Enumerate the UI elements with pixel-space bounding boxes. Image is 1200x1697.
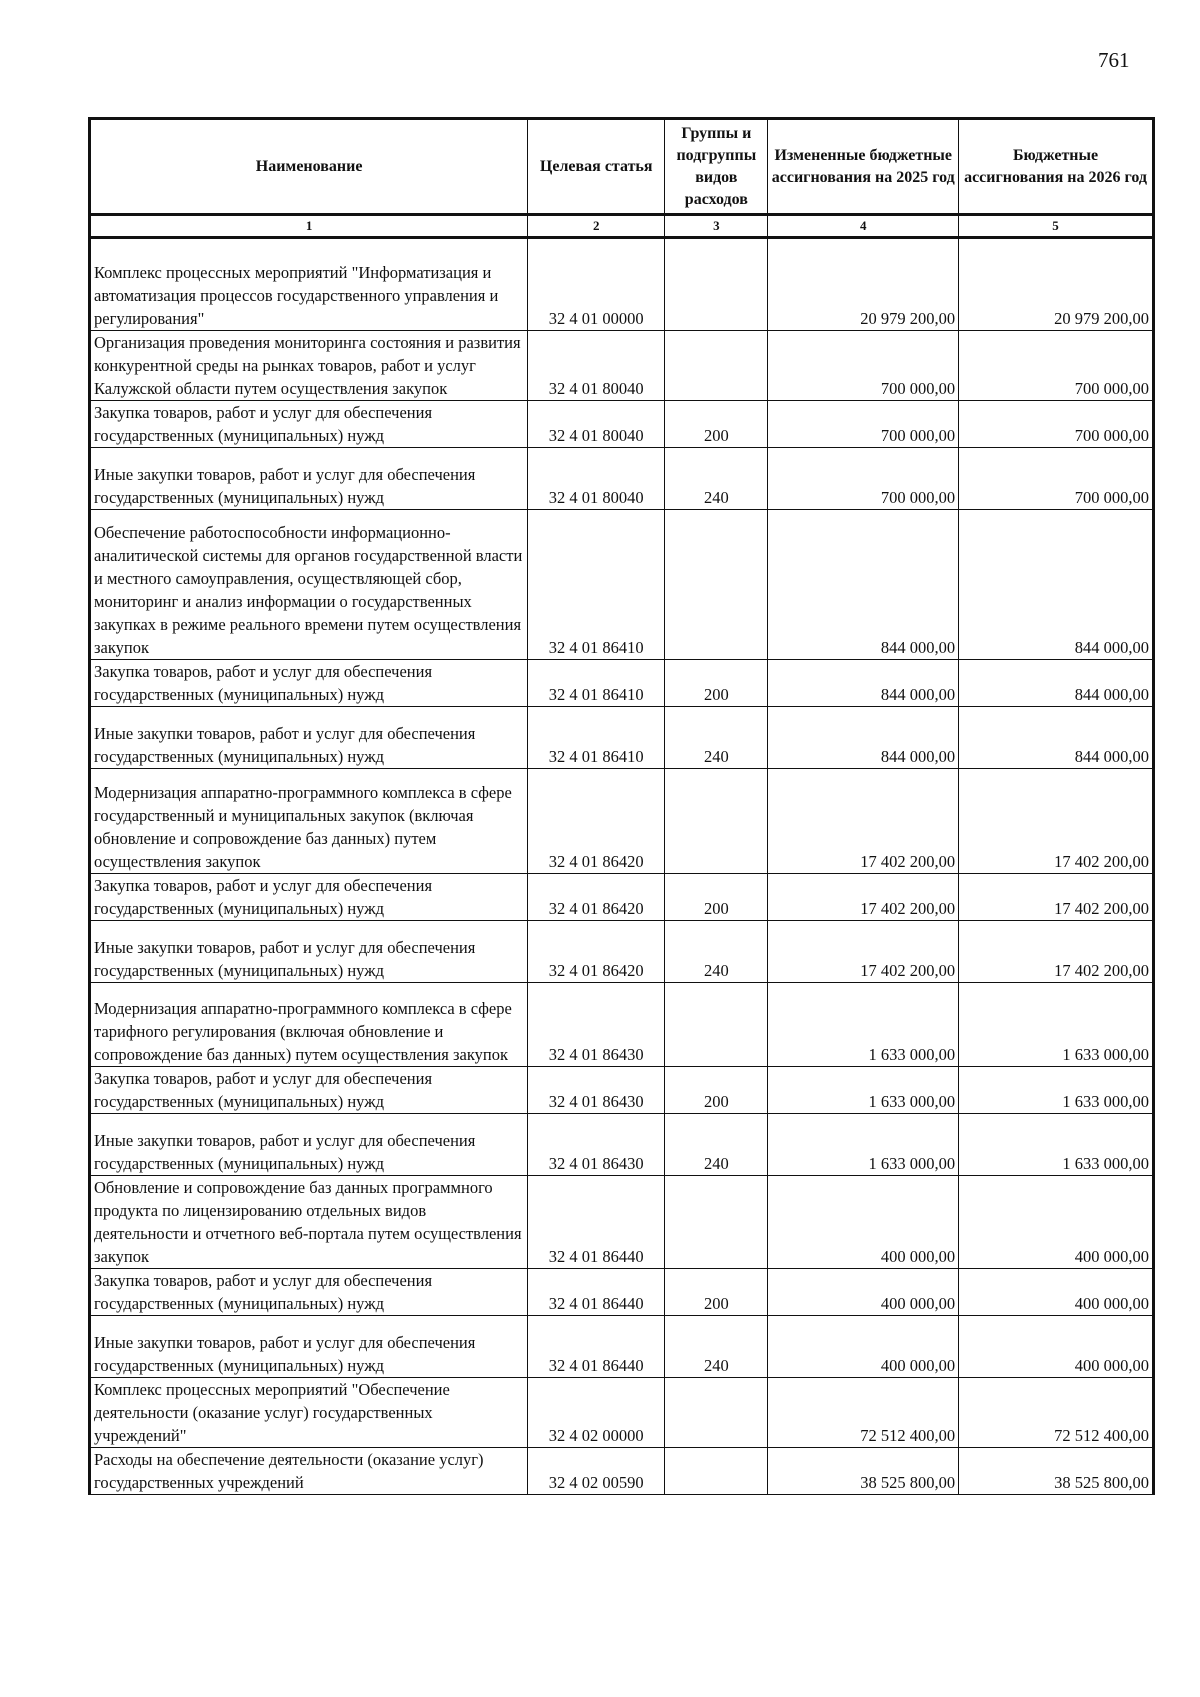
table-row (90, 331, 1154, 401)
row-amount-2025-cell: 17 402 200,00 (768, 921, 959, 983)
row-amount-2025-cell: 20 979 200,00 (768, 238, 959, 331)
row-group-cell: 200 (665, 1067, 768, 1114)
row-name-cell: Иные закупки товаров, работ и услуг для обеспечения государственных (муниципальных) нужд (90, 448, 528, 510)
row-amount-2025-cell: 1 633 000,00 (768, 1067, 959, 1114)
row-amount-2025-cell: 17 402 200,00 (768, 874, 959, 921)
header-amount-2025: Измененные бюджетные ассигнования на 2025 год (768, 119, 959, 215)
row-code-cell: 32 4 01 86430 (528, 983, 665, 1067)
row-group-cell: 200 (665, 874, 768, 921)
table-row (90, 1269, 1154, 1316)
row-amount-2025-cell: 844 000,00 (768, 660, 959, 707)
column-number: 5 (959, 215, 1154, 238)
budget-table (88, 117, 1155, 1495)
row-amount-2026-cell: 844 000,00 (959, 707, 1154, 769)
row-code-cell: 32 4 01 86420 (528, 921, 665, 983)
row-name-cell: Закупка товаров, работ и услуг для обеспечения государственных (муниципальных) нужд (90, 401, 528, 448)
table-row (90, 1176, 1154, 1269)
row-amount-2025-cell: 17 402 200,00 (768, 769, 959, 874)
row-name-cell: Комплекс процессных мероприятий "Информатизация и автоматизация процессов государственного управления и регулирования" (90, 238, 528, 331)
table-body (90, 238, 1154, 1495)
row-name-cell: Комплекс процессных мероприятий "Обеспечение деятельности (оказание услуг) государственных учреждений" (90, 1378, 528, 1448)
table-row (90, 921, 1154, 983)
table-row (90, 769, 1154, 874)
row-group-cell: 240 (665, 1114, 768, 1176)
row-name-cell: Закупка товаров, работ и услуг для обеспечения государственных (муниципальных) нужд (90, 1067, 528, 1114)
row-name-cell: Модернизация аппаратно-программного комплекса в сфере государственный и муниципальных закупок (включая обновление и сопровождение баз данных) путем осуществления закупок (90, 769, 528, 874)
row-amount-2025-cell: 844 000,00 (768, 510, 959, 660)
row-amount-2026-cell: 844 000,00 (959, 510, 1154, 660)
table-row (90, 1067, 1154, 1114)
page-number: 761 (1098, 48, 1130, 72)
table-row (90, 1316, 1154, 1378)
row-amount-2025-cell: 700 000,00 (768, 448, 959, 510)
header-group: Группы и подгруппы видов расходов (665, 119, 768, 215)
table-row (90, 1448, 1154, 1495)
table-row (90, 238, 1154, 331)
row-group-cell: 240 (665, 1316, 768, 1378)
column-number: 4 (768, 215, 959, 238)
row-name-cell: Закупка товаров, работ и услуг для обеспечения государственных (муниципальных) нужд (90, 874, 528, 921)
row-amount-2026-cell: 1 633 000,00 (959, 1067, 1154, 1114)
row-amount-2026-cell: 1 633 000,00 (959, 983, 1154, 1067)
row-name-cell: Обновление и сопровождение баз данных программного продукта по лицензированию отдельных видов деятельности и отчетного веб-портала путем осуществления закупок (90, 1176, 528, 1269)
row-amount-2025-cell: 700 000,00 (768, 331, 959, 401)
row-code-cell: 32 4 01 86430 (528, 1067, 665, 1114)
row-code-cell: 32 4 01 86420 (528, 769, 665, 874)
table-row (90, 983, 1154, 1067)
row-amount-2025-cell: 700 000,00 (768, 401, 959, 448)
row-name-cell: Организация проведения мониторинга состояния и развития конкурентной среды на рынках товаров, работ и услуг Калужской области путем осуществления закупок (90, 331, 528, 401)
row-amount-2026-cell: 1 633 000,00 (959, 1114, 1154, 1176)
row-group-cell: 240 (665, 921, 768, 983)
row-group-cell (665, 510, 768, 660)
column-number: 1 (90, 215, 528, 238)
row-group-cell: 200 (665, 401, 768, 448)
row-amount-2026-cell: 72 512 400,00 (959, 1378, 1154, 1448)
row-name-cell: Расходы на обеспечение деятельности (оказание услуг) государственных учреждений (90, 1448, 528, 1495)
row-amount-2025-cell: 72 512 400,00 (768, 1378, 959, 1448)
row-code-cell: 32 4 01 86420 (528, 874, 665, 921)
row-group-cell: 200 (665, 1269, 768, 1316)
row-code-cell: 32 4 01 86440 (528, 1269, 665, 1316)
row-code-cell: 32 4 01 86410 (528, 660, 665, 707)
row-code-cell: 32 4 02 00000 (528, 1378, 665, 1448)
table-row (90, 401, 1154, 448)
row-code-cell: 32 4 01 80040 (528, 331, 665, 401)
row-name-cell: Иные закупки товаров, работ и услуг для обеспечения государственных (муниципальных) нужд (90, 707, 528, 769)
row-code-cell: 32 4 01 86430 (528, 1114, 665, 1176)
row-amount-2026-cell: 700 000,00 (959, 448, 1154, 510)
row-group-cell (665, 238, 768, 331)
row-amount-2026-cell: 17 402 200,00 (959, 921, 1154, 983)
row-code-cell: 32 4 02 00590 (528, 1448, 665, 1495)
row-name-cell: Иные закупки товаров, работ и услуг для обеспечения государственных (муниципальных) нужд (90, 921, 528, 983)
row-code-cell: 32 4 01 00000 (528, 238, 665, 331)
row-amount-2026-cell: 38 525 800,00 (959, 1448, 1154, 1495)
row-group-cell: 240 (665, 448, 768, 510)
row-group-cell: 240 (665, 707, 768, 769)
row-amount-2026-cell: 700 000,00 (959, 331, 1154, 401)
row-amount-2026-cell: 17 402 200,00 (959, 769, 1154, 874)
row-name-cell: Закупка товаров, работ и услуг для обеспечения государственных (муниципальных) нужд (90, 1269, 528, 1316)
row-name-cell: Иные закупки товаров, работ и услуг для обеспечения государственных (муниципальных) нужд (90, 1316, 528, 1378)
row-group-cell (665, 983, 768, 1067)
table-row (90, 874, 1154, 921)
row-amount-2026-cell: 400 000,00 (959, 1176, 1154, 1269)
row-amount-2026-cell: 20 979 200,00 (959, 238, 1154, 331)
row-group-cell (665, 1448, 768, 1495)
header-amount-2026: Бюджетные ассигнования на 2026 год (959, 119, 1154, 215)
row-amount-2026-cell: 400 000,00 (959, 1269, 1154, 1316)
row-code-cell: 32 4 01 86410 (528, 707, 665, 769)
row-amount-2026-cell: 400 000,00 (959, 1316, 1154, 1378)
row-code-cell: 32 4 01 80040 (528, 401, 665, 448)
row-group-cell (665, 331, 768, 401)
header-code: Целевая статья (528, 119, 665, 215)
row-amount-2025-cell: 400 000,00 (768, 1269, 959, 1316)
row-amount-2025-cell: 400 000,00 (768, 1176, 959, 1269)
row-name-cell: Обеспечение работоспособности информационно-аналитической системы для органов государственной власти и местного самоуправления, осуществляющей сбор, мониторинг и анализ информации о государственных закупках в режиме реального времени путем осуществления закупок (90, 510, 528, 660)
row-amount-2025-cell: 1 633 000,00 (768, 1114, 959, 1176)
table-row (90, 660, 1154, 707)
row-amount-2026-cell: 700 000,00 (959, 401, 1154, 448)
row-amount-2025-cell: 400 000,00 (768, 1316, 959, 1378)
row-code-cell: 32 4 01 80040 (528, 448, 665, 510)
row-name-cell: Модернизация аппаратно-программного комплекса в сфере тарифного регулирования (включая обновление и сопровождение баз данных) путем осуществления закупок (90, 983, 528, 1067)
table-row (90, 1378, 1154, 1448)
row-name-cell: Закупка товаров, работ и услуг для обеспечения государственных (муниципальных) нужд (90, 660, 528, 707)
row-amount-2026-cell: 844 000,00 (959, 660, 1154, 707)
table-row (90, 707, 1154, 769)
row-amount-2026-cell: 17 402 200,00 (959, 874, 1154, 921)
row-group-cell (665, 769, 768, 874)
row-amount-2025-cell: 844 000,00 (768, 707, 959, 769)
row-code-cell: 32 4 01 86440 (528, 1176, 665, 1269)
row-group-cell: 200 (665, 660, 768, 707)
row-group-cell (665, 1378, 768, 1448)
row-group-cell (665, 1176, 768, 1269)
table-row (90, 448, 1154, 510)
row-amount-2025-cell: 1 633 000,00 (768, 983, 959, 1067)
table-row (90, 1114, 1154, 1176)
row-code-cell: 32 4 01 86440 (528, 1316, 665, 1378)
row-amount-2025-cell: 38 525 800,00 (768, 1448, 959, 1495)
column-number: 2 (528, 215, 665, 238)
row-code-cell: 32 4 01 86410 (528, 510, 665, 660)
column-number: 3 (665, 215, 768, 238)
table-row (90, 510, 1154, 660)
header-name: Наименование (90, 119, 528, 215)
row-name-cell: Иные закупки товаров, работ и услуг для обеспечения государственных (муниципальных) нужд (90, 1114, 528, 1176)
